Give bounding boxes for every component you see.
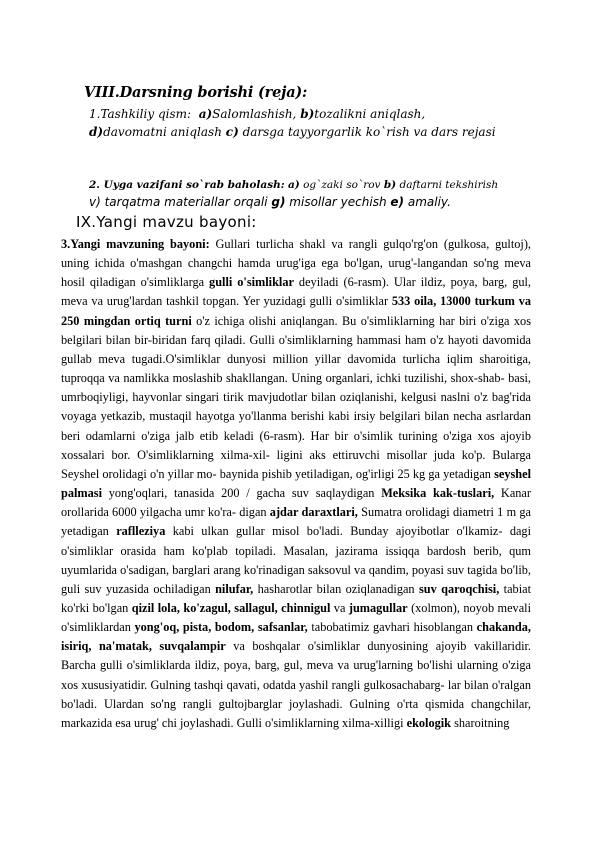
bold-term: jumagullar <box>348 600 408 615</box>
plan-marker-c: c) <box>225 125 239 139</box>
body-text: sharoitning <box>451 715 510 730</box>
homework-item-g: misollar yechish <box>289 195 387 209</box>
body-text: Kanar orollarida 6000 yilgacha umr ko'ra- digan <box>61 486 531 520</box>
homework-line-2 <box>89 195 451 209</box>
plan-line <box>89 123 532 141</box>
plan-marker-b: b) <box>300 107 315 121</box>
plan-label: 1.Tashkiliy qism: <box>89 107 192 121</box>
body-text: deyiladi (6-rasm). Ular ildiz, poya, barg, gul, meva va urug'lardan tashkil topgan. Yer yuzidagi gulli o'simliklar <box>61 275 531 309</box>
homework-item-a: og`zaki so`rov <box>303 179 381 191</box>
body-text: Sumatra orolidagi diametri 1 m ga yetadigan <box>61 505 531 539</box>
bold-term: Meksika kak-tuslari, <box>381 486 495 501</box>
plan-item-b: tozalikni aniqlash, <box>314 107 426 121</box>
homework-line <box>89 179 498 191</box>
body-text: hasharotlar bilan oziqlanadigan <box>253 581 419 596</box>
homework-item-b: daftarni tekshirish <box>399 179 499 191</box>
body-paragraph <box>61 235 531 733</box>
body-text: tabobatimiz gavhari hisoblangan <box>307 620 477 635</box>
bold-term: chakanda, isiriq, na'matak, suvqalampir <box>61 620 531 654</box>
bold-term: nilufar, <box>215 581 254 596</box>
homework-label: 2. Uyga vazifani so`rab baholash: <box>89 179 285 191</box>
body-text: va boshqalar o'simliklar dunyosining ajoyib vakillaridir. Barcha gulli o'simliklarda ildiz, poya, barg, gul, meva va urug'larning bo'lishi ularning o'ziga xos xususiyatidir. Gulning tashqi qavati, odatda yashil rangli gulkosachabarg- lar bilan o'ralgan bo'ladi. Ulardan so'ng rangli gultojbarglar joylashadi. Gulning o'rta qismida changchilar, markazida esa urug' chi joylashadi. Gulli o'simliklarning xilma-xilligi <box>61 639 531 730</box>
plan-item-c: darsga tayyorgarlik ko`rish va dars rejasi <box>242 125 496 139</box>
plan-line <box>89 105 532 123</box>
bold-term: ekologik <box>406 715 452 730</box>
homework-marker-b: b) <box>383 179 397 191</box>
body-text: o'z ichiga olishi aniqlangan. Bu o'simliklarning har biri o'ziga xos belgilari bilan bir-biridan farq qiladi. Gulli o'simliklarning hammasi ham o'z hayoti davomida gullab meva tugadi.O'simliklar dunyosi million yillar davomida turlicha iqlim sharoitiga, tuproqqa va namlikka moslashib shakllangan. Uning organlari, ichki tuzilishi, shox-shab- basi, umrboqiyligi, hayvonlar singari tirik mavjudotlar bilan oziqlanishi, kelgusi naslni o'z bag'rida voyaga yetkazib, mustaqil hayotga yo'llanma berishi kabi irsiy belgilari bilan necha asrlardan beri odamlarni o'ziga jalb etib keladi (6-rasm). Har bir o'simlik turining o'ziga xos ajoyib xossalari bor. O'simliklarning xilma-xil- ligini aks ettiruvchi misollar juda ko'p. Bularga Seyshel orolidagi o'n yillar mo- baynida pishib yetiladigan, og'irligi 25 kg ga yetadigan <box>61 313 531 481</box>
body-text: tabiat ko'rki bo'lgan <box>61 581 531 615</box>
section-heading-viii: VIII.Darsning borishi (reja): <box>84 84 308 101</box>
bold-term: gulli o'simliklar <box>209 275 294 290</box>
bold-term: raflleziya <box>116 524 166 539</box>
homework-item-v: v) tarqatma materiallar orqali <box>89 195 268 209</box>
homework-item-e: amaliy. <box>407 195 451 209</box>
homework-marker-e: e) <box>390 195 405 209</box>
bold-term: suv qaroqchisi, <box>418 581 500 596</box>
bold-term: yong'oq, pista, bodom, safsanlar, <box>134 620 308 635</box>
bold-term: ajdar daraxtlari, <box>269 505 358 520</box>
bold-term: 533 oila, 13000 turkum va 250 mingdan ortiq turni <box>61 294 531 328</box>
body-text: yong'oqlari, tanasida 200 / gacha suv saqlaydigan <box>102 486 382 501</box>
body-text: va <box>330 600 349 615</box>
section-heading-ix: IX.Yangi mavzu bayoni: <box>76 213 257 231</box>
plan-item-d: davomatni aniqlash <box>103 125 222 139</box>
body-text: Gullari turlicha shakl va rangli gulqo'rg'on (gulkosa, gultoj), uning ichida o'mashgan changchi hamda urug'iga ega bo'lgan, urug'-langandan so'ng meva hosil qiladigan o'simliklarga <box>61 237 531 290</box>
body-text: (xolmon), noyob mevali o'simliklardan <box>61 600 531 635</box>
plan-marker-d: d) <box>89 125 104 139</box>
plan-marker-a: a) <box>198 107 213 121</box>
topic-label: 3.Yangi mavzuning bayoni: <box>61 237 210 251</box>
lesson-plan-organizational <box>89 105 532 141</box>
body-text: kabi ulkan gullar misol bo'ladi. Bunday ajoyibotlar o'lkamiz- dagi o'simliklar orasida ham ko'plab topiladi. Masalan, jazirama issiqqa bardosh berib, qum uyumlarida o'sadigan, barglari arang ko'rinadigan saksovul va qandim, poyasi suv tagida bo'lib, guli suv yuzasida ochiladigan <box>61 524 531 596</box>
plan-item-a: Salomlashish, <box>212 107 297 121</box>
homework-marker-g: g) <box>271 195 286 209</box>
bold-term: qizil lola, ko'zagul, sallagul, chinnigul <box>131 600 331 615</box>
homework-marker-a: a) <box>287 179 300 191</box>
bold-term: seyshel palmasi <box>61 466 531 501</box>
